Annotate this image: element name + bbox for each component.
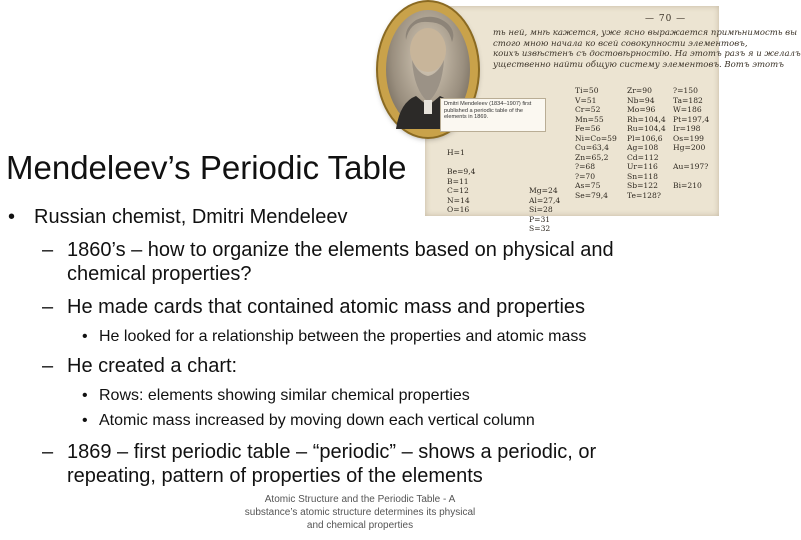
scan-column-mid: Mg=24 Al=27,4 Si=28 P=31 S=32 xyxy=(529,186,561,233)
bullet-mark: • xyxy=(82,412,88,429)
scan-text-line: стого мною начала ко всей совокупности элементовъ, xyxy=(493,38,748,49)
scan-text-line: ущественно найти общую систему элементовъ. Вотъ этотъ xyxy=(493,59,784,70)
bullet-mark: • xyxy=(8,206,16,228)
portrait-caption: Dmitri Mendeleev (1834–1907) first published a periodic table of the elements in 1869. xyxy=(440,98,546,132)
slide-footer: Atomic Structure and the Periodic Table - A substance’s atomic structure determines its physical and chemical properties xyxy=(244,494,476,531)
bullet-mark: – xyxy=(42,355,54,377)
slide-title: Mendeleev’s Periodic Table xyxy=(6,149,407,186)
scan-column-c: ?=150 Ta=182 W=186 Pt=197,4 Ir=198 Os=199 Hg=200 Au=197? Bi=210 xyxy=(673,86,710,190)
bullet-mark: – xyxy=(42,239,54,261)
bullet-text: He made cards that contained atomic mass and properties xyxy=(67,296,586,318)
bullet-text: 1860’s – how to organize the elements based on physical and chemical properties? xyxy=(67,239,614,285)
scan-page-number: — 70 — xyxy=(645,14,687,24)
scan-paragraph xyxy=(493,28,801,70)
bullet-text: He created a chart: xyxy=(67,355,238,377)
bullet-text: 1869 – first periodic table – “periodic” – shows a periodic, or repeating, pattern of properties of the elements xyxy=(67,441,597,487)
scan-column-left: H=1 Be=9,4 B=11 C=12 N=14 O=16 xyxy=(447,148,476,214)
bullet-mark: • xyxy=(82,387,88,404)
scan-column-a: Ti=50 V=51 Cr=52 Mn=55 Fe=56 Ni=Co=59 Cu=63,4 Zn=65,2 ?=68 ?=70 As=75 Se=79,4 xyxy=(575,86,617,200)
scan-text-line: коихъ извѣстенъ съ достовѣрностію. На этотъ разъ я и желалъ xyxy=(493,49,801,59)
bullet-mark: – xyxy=(42,441,54,463)
bullet-text: Russian chemist, Dmitri Mendeleev xyxy=(34,206,348,228)
bullet-text: Rows: elements showing similar chemical properties xyxy=(99,387,470,404)
bullet-text: Atomic mass increased by moving down each vertical column xyxy=(99,412,535,429)
scan-text-line: ть ней, мнѣ кажется, уже ясно выражается примѣнимость вы xyxy=(493,28,798,38)
scan-column-b: Zr=90 Nb=94 Mo=96 Rh=104,4 Ru=104,4 Pl=106,6 Ag=108 Cd=112 Ur=116 Sn=118 Sb=122 Te=128? xyxy=(627,86,666,200)
bullet-mark: • xyxy=(82,328,88,345)
bullet-mark: – xyxy=(42,296,54,318)
bullet-text: He looked for a relationship between the properties and atomic mass xyxy=(99,328,587,345)
